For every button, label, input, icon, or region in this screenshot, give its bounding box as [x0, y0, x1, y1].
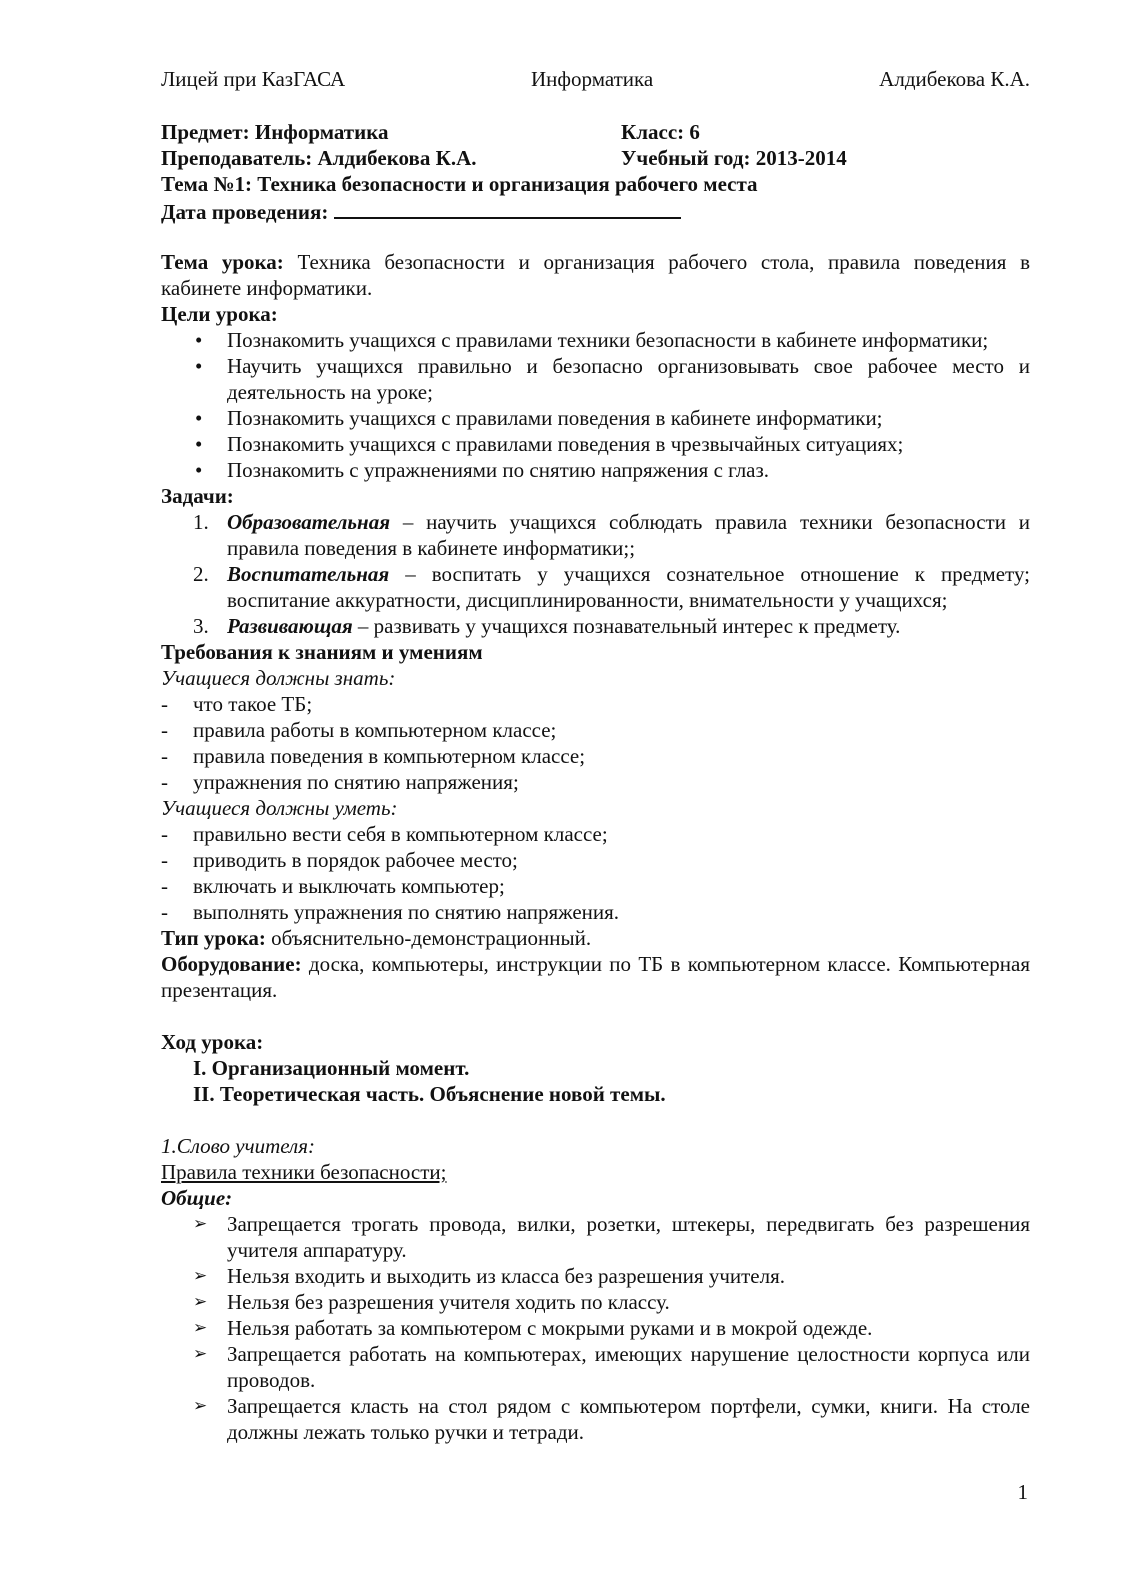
list-item: [161, 1263, 1030, 1289]
can-subheading: Учащиеся должны уметь:: [161, 796, 398, 820]
bullet-dot-icon: •: [195, 432, 203, 456]
rules-list: [161, 1211, 1030, 1445]
goal-text: Познакомить с упражнениями по снятию напряжения с глаз.: [227, 458, 770, 482]
goals-list: [161, 327, 1030, 483]
arrowhead-icon: ➢: [193, 1214, 208, 1234]
list-item: [161, 821, 1030, 847]
goal-text: Познакомить учащихся с правилами техники безопасности в кабинете информатики;: [227, 328, 989, 352]
list-item: [161, 509, 1030, 561]
meta-teacher: Преподаватель: Алдибекова К.А.: [161, 146, 477, 170]
requirements-heading: Требования к знаниям и умениям: [161, 640, 483, 664]
rule-text: Запрещается класть на стол рядом с компьютером портфели, сумки, книги. На столе должны лежать только ручки и тетради.: [227, 1394, 1030, 1444]
rule-text: Нельзя без разрешения учителя ходить по классу.: [227, 1290, 670, 1314]
list-item: [161, 431, 1030, 457]
task-text: – развивать у учащихся познавательный интерес к предмету.: [352, 614, 901, 638]
list-item: [161, 1211, 1030, 1263]
arrowhead-icon: ➢: [193, 1344, 208, 1364]
stage-2: II. Теоретическая часть. Объяснение новой темы.: [193, 1082, 666, 1106]
rule-text: Запрещается трогать провода, вилки, розетки, штекеры, передвигать без разрешения учителя аппаратуру.: [227, 1212, 1030, 1262]
rule-text: Запрещается работать на компьютерах, имеющих нарушение целостности корпуса или проводов.: [227, 1342, 1030, 1392]
dash-icon: -: [161, 770, 168, 794]
arrowhead-icon: ➢: [193, 1266, 208, 1286]
can-text: приводить в порядок рабочее место;: [193, 848, 518, 872]
theme-text: Техника безопасности и организация рабочего стола, правила поведения в кабинете информатики.: [161, 250, 1030, 300]
arrowhead-icon: ➢: [193, 1318, 208, 1338]
goal-text: Познакомить учащихся с правилами поведения в кабинете информатики;: [227, 406, 883, 430]
know-text: что такое ТБ;: [193, 692, 313, 716]
equipment: [161, 951, 1030, 1003]
header-right: Алдибекова К.А.: [879, 67, 1030, 91]
equipment-text: доска, компьютеры, инструкции по ТБ в компьютерном классе. Компьютерная презентация.: [161, 952, 1030, 1002]
meta-subject: Предмет: Информатика: [161, 120, 389, 144]
header-left: Лицей при КазГАСА: [161, 67, 346, 91]
list-item: [161, 691, 1030, 717]
bullet-dot-icon: •: [195, 406, 203, 430]
know-list: [161, 691, 1030, 795]
list-item: [161, 1315, 1030, 1341]
list-item: [161, 457, 1030, 483]
know-text: упражнения по снятию напряжения;: [193, 770, 519, 794]
list-item: [161, 1289, 1030, 1315]
page-content: [161, 66, 1030, 1445]
bullet-dot-icon: •: [195, 328, 203, 352]
dash-icon: -: [161, 848, 168, 872]
bullet-dot-icon: •: [195, 354, 203, 378]
dash-icon: -: [161, 822, 168, 846]
can-text: включать и выключать компьютер;: [193, 874, 505, 898]
goal-text: Познакомить учащихся с правилами поведения в чрезвычайных ситуациях;: [227, 432, 904, 456]
stage-1: I. Организационный момент.: [193, 1056, 470, 1080]
task-term: Образовательная: [227, 510, 391, 534]
task-term: Воспитательная: [227, 562, 390, 586]
tasks-list: [161, 509, 1030, 639]
course-heading: Ход урока:: [161, 1030, 264, 1054]
dash-icon: -: [161, 692, 168, 716]
dash-icon: -: [161, 900, 168, 924]
equipment-label: Оборудование:: [161, 952, 302, 976]
list-item: [161, 743, 1030, 769]
meta-row-2: [161, 145, 1030, 171]
header-center: Информатика: [531, 67, 654, 91]
theme-label: Тема урока:: [161, 250, 284, 274]
meta-row-1: [161, 119, 1030, 145]
page-number: 1: [1017, 1480, 1028, 1504]
task-text: – воспитать у учащихся сознательное отношение к предмету; воспитание аккуратности, дисциплинированности, внимательности у учащихся;: [227, 562, 1030, 612]
meta-row-4: [161, 197, 1030, 223]
arrowhead-icon: ➢: [193, 1292, 208, 1312]
can-text: выполнять упражнения по снятию напряжения.: [193, 900, 620, 924]
know-text: правила поведения в компьютерном классе;: [193, 744, 586, 768]
rule-text: Нельзя работать за компьютером с мокрыми руками и в мокрой одежде.: [227, 1316, 873, 1340]
goals-heading: Цели урока:: [161, 302, 278, 326]
list-item: [161, 899, 1030, 925]
task-number: 2.: [193, 562, 209, 586]
can-text: правильно вести себя в компьютерном классе;: [193, 822, 608, 846]
running-header: [161, 66, 1030, 94]
bullet-dot-icon: •: [195, 458, 203, 482]
spacer: [161, 223, 1030, 249]
list-item: [161, 717, 1030, 743]
dash-icon: -: [161, 744, 168, 768]
meta-topic: Тема №1: Техника безопасности и организация рабочего места: [161, 172, 758, 196]
list-item: [161, 561, 1030, 613]
list-item: [161, 353, 1030, 405]
meta-year: Учебный год: 2013-2014: [621, 146, 847, 170]
goal-text: Научить учащихся правильно и безопасно организовывать свое рабочее место и деятельность на уроке;: [227, 354, 1030, 404]
spacer: [161, 1107, 1030, 1133]
lesson-theme: [161, 249, 1030, 301]
list-item: [161, 405, 1030, 431]
know-text: правила работы в компьютерном классе;: [193, 718, 557, 742]
can-list: [161, 821, 1030, 925]
dash-icon: -: [161, 874, 168, 898]
general-label: Общие:: [161, 1186, 233, 1210]
list-item: [161, 873, 1030, 899]
spacer: [161, 1003, 1030, 1029]
list-item: [161, 1393, 1030, 1445]
list-item: [161, 1341, 1030, 1393]
task-number: 1.: [193, 510, 209, 534]
task-text: – научить учащихся соблюдать правила техники безопасности и правила поведения в кабинете информатики;;: [227, 510, 1030, 560]
know-subheading: Учащиеся должны знать:: [161, 666, 396, 690]
list-item: [161, 613, 1030, 639]
dash-icon: -: [161, 718, 168, 742]
list-item: [161, 327, 1030, 353]
lesson-type: [161, 925, 1030, 951]
lesson-type-label: Тип урока:: [161, 926, 266, 950]
lesson-type-text: объяснительно-демонстрационный.: [265, 926, 592, 950]
list-item: [161, 847, 1030, 873]
meta-grade: Класс: 6: [621, 120, 700, 144]
task-number: 3.: [193, 614, 209, 638]
lesson-meta: [161, 119, 1030, 223]
tasks-heading: Задачи:: [161, 484, 234, 508]
arrowhead-icon: ➢: [193, 1396, 208, 1416]
task-term: Развивающая: [227, 614, 353, 638]
list-item: [161, 769, 1030, 795]
rule-text: Нельзя входить и выходить из класса без разрешения учителя.: [227, 1264, 786, 1288]
meta-date-label: Дата проведения:: [161, 200, 329, 224]
rules-title: Правила техники безопасности;: [161, 1160, 447, 1184]
teacher-word: 1.Слово учителя:: [161, 1134, 315, 1158]
date-blank-line: [334, 197, 681, 219]
meta-row-3: [161, 171, 1030, 197]
